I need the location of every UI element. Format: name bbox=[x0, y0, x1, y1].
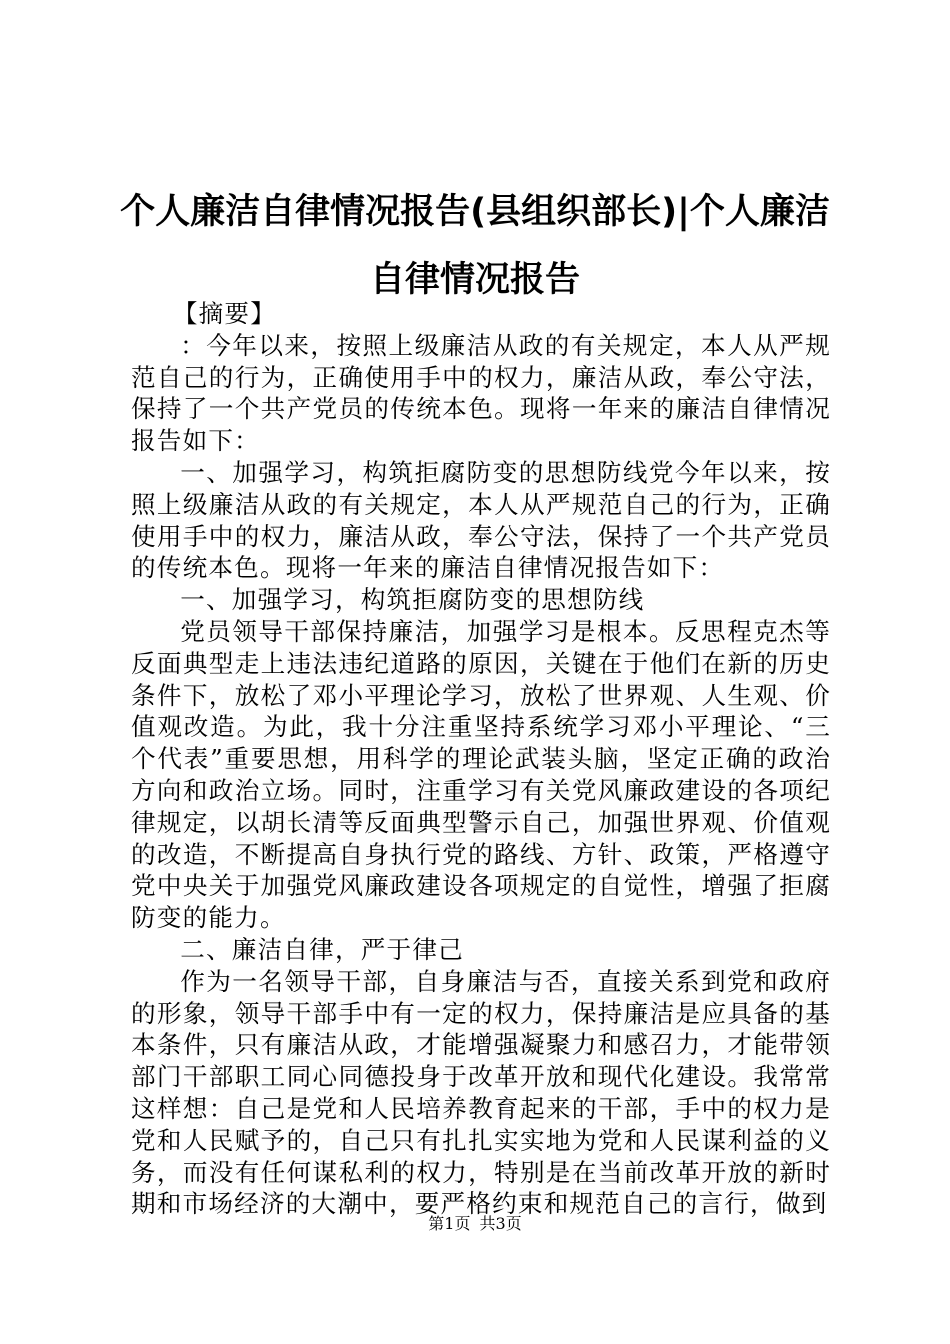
page-number: 第1页 bbox=[428, 1214, 471, 1233]
document-body bbox=[131, 298, 831, 1220]
page-total: 共3页 bbox=[479, 1214, 522, 1233]
page-footer bbox=[0, 1214, 950, 1234]
document-title: 个人廉洁自律情况报告(县组织部长)|个人廉洁自律情况报告 bbox=[120, 192, 830, 300]
paragraph-integrity: 作为一名领导干部，自身廉洁与否，直接关系到党和政府的形象，领导干部手中有一定的权力，保持廉洁是应具备的基本条件，只有廉洁从政，才能增强凝聚力和感召力，才能带领部门干部职工同心同德投身于改革开放和现代化建设。我常常这样想：自己是党和人民培养教育起来的干部，手中的权力是党和人民赋予的，自己只有扎扎实实地为党和人民谋利益的义务，而没有任何谋私利的权力，特别是在当前改革开放的新时期和市场经济的大潮中，要严格约束和规范自己的言行，做到 bbox=[131, 966, 831, 1219]
section-heading-1: 一、加强学习，构筑拒腐防变的思想防线 bbox=[180, 585, 645, 615]
paragraph-study: 党员领导干部保持廉洁，加强学习是根本。反思程克杰等反面典型走上违法违纪道路的原因，关键在于他们在新的历史条件下，放松了邓小平理论学习，放松了世界观、人生观、价值观改造。为此，我十分注重坚持系统学习邓小平理论、“三个代表”重要思想，用科学的理论武装头脑，坚定正确的政治方向和政治立场。同时，注重学习有关党风廉政建设的各项纪律规定，以胡长清等反面典型警示自己，加强世界观、价值观的改造，不断提高自身执行党的路线、方针、政策，严格遵守党中央关于加强党风廉政建设各项规定的自觉性，增强了拒腐防变的能力。 bbox=[131, 616, 831, 933]
section-heading-2: 二、廉洁自律，严于律己 bbox=[180, 934, 464, 964]
abstract-label: 【摘要】 bbox=[172, 299, 276, 328]
paragraph-intro: ：今年以来，按照上级廉洁从政的有关规定，本人从严规范自己的行为，正确使用手中的权力，廉洁从政，奉公守法，保持了一个共产党员的传统本色。现将一年来的廉洁自律情况报告如下： bbox=[131, 330, 831, 456]
paragraph-section-1-repeat: 一、加强学习，构筑拒腐防变的思想防线党今年以来，按照上级廉洁从政的有关规定，本人从严规范自己的行为，正确使用手中的权力，廉洁从政，奉公守法，保持了一个共产党员的传统本色。现将一年来的廉洁自律情况报告如下： bbox=[131, 457, 831, 583]
